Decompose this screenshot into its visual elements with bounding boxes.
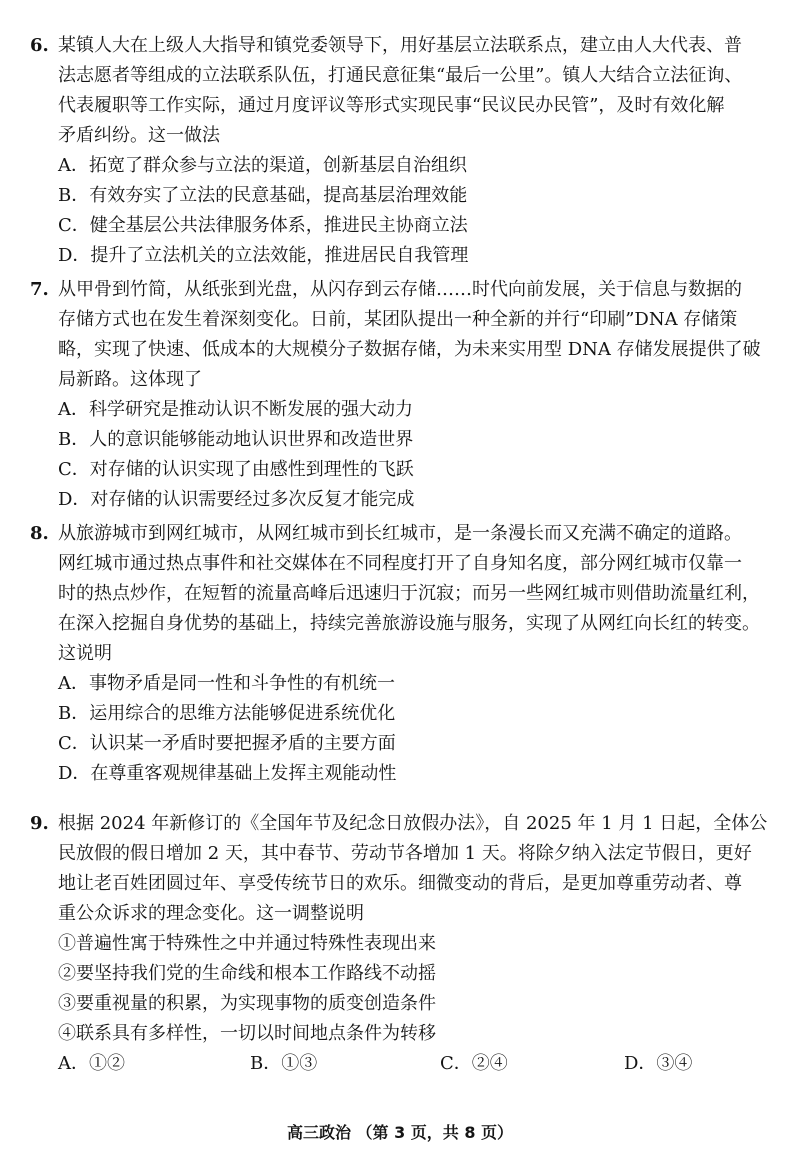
- question-stem-line: 时的热点炒作，在短暂的流量高峰后迅速归于沉寂；而另一些网红城市则借助流量红利，: [58, 583, 760, 604]
- question-stem-line: 某镇人大在上级人大指导和镇党委领导下，用好基层立法联系点，建立由人大代表、普: [58, 35, 742, 56]
- question-number: 7.: [30, 279, 49, 300]
- option-c: C．对存储的认识实现了由感性到理性的飞跃: [58, 459, 414, 480]
- question-stem-line: 略，实现了快速、低成本的大规模分子数据存储，为未来实用型 DNA 存储发展提供了破: [58, 339, 761, 360]
- option-c: C．②④: [440, 1053, 508, 1074]
- option-a: A．拓宽了群众参与立法的渠道，创新基层自治组织: [58, 155, 467, 176]
- question-number: 6.: [30, 35, 49, 56]
- option-d: D．在尊重客观规律基础上发挥主观能动性: [58, 763, 397, 784]
- question-number: 8.: [30, 523, 49, 544]
- question-number: 9.: [30, 813, 49, 834]
- question-stem-line: 民放假的假日增加 2 天，其中春节、劳动节各增加 1 天。将除夕纳入法定节假日，更好: [58, 843, 752, 864]
- question-stem-line: 这说明: [58, 643, 112, 664]
- option-c: C．认识某一矛盾时要把握矛盾的主要方面: [58, 733, 396, 754]
- question-stem-line: 在深入挖掘自身优势的基础上，持续完善旅游设施与服务，实现了从网红向长红的转变。: [58, 613, 760, 634]
- option-a: A．①②: [58, 1053, 125, 1074]
- option-b: B．人的意识能够能动地认识世界和改造世界: [58, 429, 414, 450]
- option-b: B．①③: [250, 1053, 318, 1074]
- option-a: A．事物矛盾是同一性和斗争性的有机统一: [58, 673, 395, 694]
- question-stem-line: 根据 2024 年新修订的《全国年节及纪念日放假办法》，自 2025 年 1 月 1 日起，全体公: [58, 813, 768, 834]
- option-d: D．③④: [624, 1053, 693, 1074]
- question-stem-line: 存储方式也在发生着深刻变化。日前，某团队提出一种全新的并行“印刷”DNA 存储策: [58, 309, 738, 330]
- statement-4: ④联系具有多样性，一切以时间地点条件为转移: [58, 1023, 436, 1044]
- option-c: C．健全基层公共法律服务体系，推进民主协商立法: [58, 215, 468, 236]
- statement-3: ③要重视量的积累，为实现事物的质变创造条件: [58, 993, 436, 1014]
- question-stem-line: 从甲骨到竹简，从纸张到光盘，从闪存到云存储……时代向前发展，关于信息与数据的: [58, 279, 742, 300]
- page-footer: 高三政治 （第 3 页，共 8 页）: [286, 1123, 514, 1142]
- option-b: B．有效夯实了立法的民意基础，提高基层治理效能: [58, 185, 468, 206]
- option-d: D．对存储的认识需要经过多次反复才能完成: [58, 489, 415, 510]
- option-a: A．科学研究是推动认识不断发展的强大动力: [58, 399, 413, 420]
- statement-2: ②要坚持我们党的生命线和根本工作路线不动摇: [58, 963, 436, 984]
- question-stem-line: 代表履职等工作实际，通过月度评议等形式实现民事“民议民办民管”，及时有效化解: [58, 95, 725, 116]
- option-d: D．提升了立法机关的立法效能，推进居民自我管理: [58, 245, 469, 266]
- question-stem-line: 矛盾纠纷。这一做法: [58, 125, 220, 146]
- question-stem-line: 网红城市通过热点事件和社交媒体在不同程度打开了自身知名度，部分网红城市仅靠一: [58, 553, 742, 574]
- question-stem-line: 地让老百姓团圆过年、享受传统节日的欢乐。细微变动的背后，是更加尊重劳动者、尊: [58, 873, 742, 894]
- question-stem-line: 法志愿者等组成的立法联系队伍，打通民意征集“最后一公里”。镇人大结合立法征询、: [58, 65, 743, 86]
- option-b: B．运用综合的思维方法能够促进系统优化: [58, 703, 396, 724]
- question-stem-line: 从旅游城市到网红城市，从网红城市到长红城市，是一条漫长而又充满不确定的道路。: [58, 523, 742, 544]
- statement-1: ①普遍性寓于特殊性之中并通过特殊性表现出来: [58, 933, 436, 954]
- question-stem-line: 局新路。这体现了: [58, 369, 202, 390]
- question-stem-line: 重公众诉求的理念变化。这一调整说明: [58, 903, 364, 924]
